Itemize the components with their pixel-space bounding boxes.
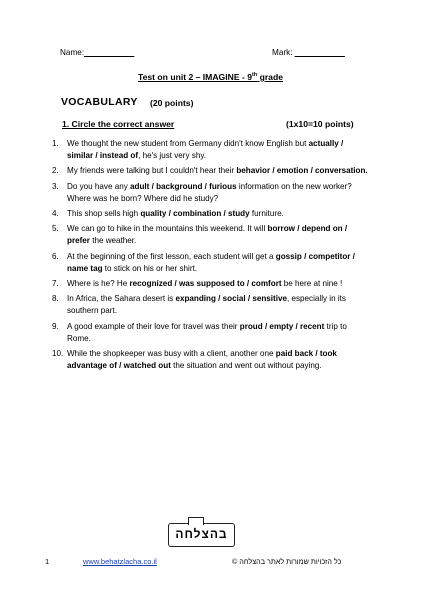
website-link[interactable]: www.behatzlacha.co.il <box>83 557 157 566</box>
title-sup: th <box>251 72 258 79</box>
question-text: , especially in its southern part. <box>67 294 346 316</box>
question-item <box>52 165 370 177</box>
question-number: 9. <box>52 321 59 331</box>
name-field <box>60 48 134 57</box>
test-title <box>0 72 421 82</box>
question-text: We can go to hike in the mountains this weekend. It will <box>67 224 268 234</box>
page-number: 1 <box>45 557 50 566</box>
question-number: 10. <box>52 349 64 359</box>
vocabulary-points: (20 points) <box>150 98 194 108</box>
answer-options[interactable]: proud / empty / recent <box>239 321 325 331</box>
question-item <box>52 181 370 205</box>
section-points: (1x10=10 points) <box>286 119 354 129</box>
question-text: Do you have any <box>67 181 130 191</box>
question-item <box>52 293 370 317</box>
title-main: Test on unit 2 – IMAGINE - 9 <box>138 72 252 82</box>
answer-options[interactable]: quality / combination / study <box>140 209 250 219</box>
question-number: 2. <box>52 166 59 176</box>
question-text: This shop sells high <box>67 209 141 219</box>
mark-blank: ___________ <box>294 48 345 57</box>
question-number: 3. <box>52 181 59 191</box>
question-text: the weather. <box>89 236 137 246</box>
question-text: While the shopkeeper was busy with a client, another one <box>67 349 276 359</box>
answer-options[interactable]: actually / similar / instead of <box>67 139 344 161</box>
copyright-notice: כל הזכויות שמורות לאתר בהצלחה © <box>232 557 342 566</box>
question-number: 6. <box>52 251 59 261</box>
question-text: the situation and went out without paying. <box>170 361 322 371</box>
name-blank: ___________ <box>84 48 135 57</box>
vocabulary-heading: VOCABULARY <box>61 96 138 108</box>
section-heading: 1. Circle the correct answer <box>62 119 175 129</box>
title-end: grade <box>257 72 283 82</box>
question-text: information on the new worker? Where was he born? Where did he study? <box>67 181 352 203</box>
behatzlacha-logo <box>168 523 235 547</box>
question-number: 1. <box>52 139 59 148</box>
question-text: Where is he? He <box>67 279 130 289</box>
answer-options[interactable]: adult / background / furious <box>130 181 237 191</box>
question-item <box>52 278 370 290</box>
question-text: be here at nine ! <box>281 279 343 289</box>
answer-options[interactable]: expanding / social / sensitive <box>175 294 287 304</box>
answer-options[interactable]: borrow / depend on / prefer <box>67 224 348 246</box>
answer-options[interactable]: gossip / competitor / name tag <box>67 251 355 273</box>
question-text: furniture. <box>249 209 284 219</box>
question-text: In Africa, the Sahara desert is <box>67 294 176 304</box>
question-text: My friends were talking but I couldn't hear their <box>67 166 237 176</box>
question-number: 4. <box>52 209 59 219</box>
question-item <box>52 223 370 247</box>
question-text: A good example of their love for travel was their <box>67 321 240 331</box>
mark-field <box>272 48 345 57</box>
question-item <box>52 348 370 372</box>
question-list <box>52 138 370 375</box>
answer-options[interactable]: behavior / emotion / conversation. <box>236 166 368 176</box>
mark-label: Mark: <box>272 48 293 57</box>
question-item <box>52 251 370 275</box>
question-text: At the beginning of the first lesson, each student will get a <box>67 251 276 261</box>
question-item <box>52 321 370 345</box>
answer-options[interactable]: paid back / took advantage of / watched out <box>67 349 337 371</box>
name-label: Name: <box>60 48 85 57</box>
question-text: We thought the new student from Germany didn't know English but <box>67 139 309 148</box>
question-number: 7. <box>52 279 59 289</box>
answer-options[interactable]: recognized / was supposed to / comfort <box>129 279 282 289</box>
question-text: trip to Rome. <box>67 321 347 343</box>
question-item <box>52 138 370 162</box>
question-text: , he's just very shy. <box>138 151 207 161</box>
logo-flag-icon <box>188 517 204 525</box>
logo-text: בהצלחה <box>175 527 228 541</box>
question-number: 8. <box>52 294 59 304</box>
question-item <box>52 208 370 220</box>
question-number: 5. <box>52 224 59 234</box>
question-text: to stick on his or her shirt. <box>102 263 198 273</box>
